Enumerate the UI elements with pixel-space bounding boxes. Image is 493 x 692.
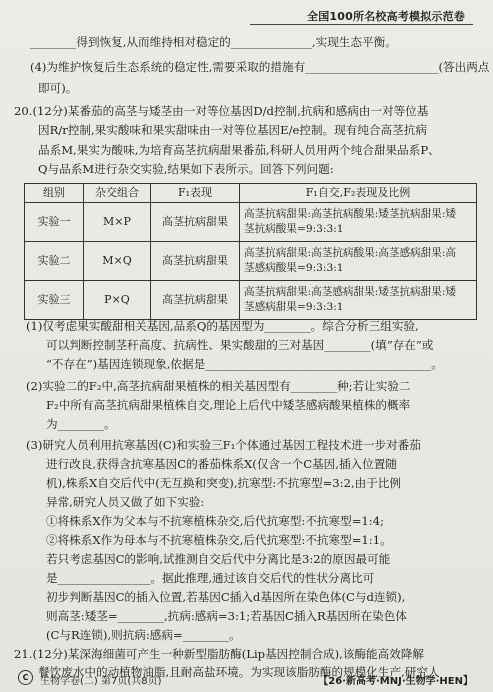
col-f2: F₁自交,F₂表现及比例 — [240, 184, 477, 203]
q20-part1-line: “不存在”)基因连锁现象,依据是_______________________________________。 — [46, 357, 443, 371]
header-rule — [250, 24, 473, 25]
cross-cell: M×P — [84, 203, 151, 242]
q20-stem-3: 品系M,果实为酸味,为培育高茎抗病甜果番茄,科研人员用两个纯合甜果品系P、 — [38, 143, 440, 157]
q20-part1-line: 可以判断控制茎秆高度、抗病性、果实酸甜的三对基因________(填“存在”或 — [46, 338, 434, 352]
q20-stem-2: 因R/r控制,果实酸味和果实甜味由一对等位基因E/e控制。现有纯合高茎抗病 — [38, 123, 427, 137]
q4-line-2: 即可)。 — [38, 81, 78, 95]
q20-part3-line: 机),株系X自交后代中(无互换和突变),抗寒型:不抗寒型=3:2,由于比例 — [46, 476, 402, 490]
q20-part3-line: (C与R连锁),则抗病:感病=________。 — [46, 628, 241, 642]
group-cell: 实验一 — [25, 203, 84, 242]
f2-cell — [240, 281, 477, 320]
q20-part2-line: (2)实验二的F₂中,高茎抗病甜果植株的相关基因型有________种;若让实验二 — [26, 379, 411, 393]
f2-line-a: 高茎抗病甜果:高茎抗病酸果:矮茎抗病甜果:矮 — [244, 208, 456, 220]
q20-part3-line: 则高茎:矮茎=________,抗病:感病=3:1;若基因C插入R基因所在染色体 — [46, 609, 407, 623]
q20-part3-line: 初步判断基因C的插入位置,若基因C插入d基因所在染色体(C与d连锁), — [46, 590, 406, 604]
col-cross: 杂交组合 — [84, 184, 151, 203]
q20-part3-line: 是________________。据此推理,通过该自交后代的性状分离比可 — [46, 571, 375, 585]
cross-cell: M×Q — [84, 242, 151, 281]
f2-line-b: 茎感病酸果=9:3:3:1 — [244, 262, 344, 274]
q20-part2-line: F₂中所有高茎抗病甜果植株自交,理论上后代中矮茎感病酸果植株的概率 — [46, 398, 411, 412]
table-header-row — [25, 184, 477, 203]
f2-line-b: 茎感病甜果=9:3:3:1 — [244, 301, 344, 313]
col-group: 组别 — [25, 184, 84, 203]
f2-line-b: 茎抗病酸果=9:3:3:1 — [244, 223, 344, 235]
group-cell: 实验二 — [25, 242, 84, 281]
q20-part2-line: 为________。 — [46, 417, 116, 431]
f1-cell: 高茎抗病甜果 — [151, 203, 240, 242]
group-cell: 实验三 — [25, 281, 84, 320]
table-row — [25, 242, 477, 281]
footer-exam-code: 【26·新高考·MNJ·生物学·HEN】 — [318, 676, 473, 687]
cross-results-table — [24, 183, 477, 320]
prev-answer-line: ________得到恢复,从而维持相对稳定的______________,实现生态平衡。 — [30, 35, 397, 49]
q20-part3-line: 若只考虑基因C的影响,试推测自交后代中分离比是3:2的原因最可能 — [46, 552, 391, 566]
f2-line-a: 高茎抗病甜果:高茎抗病酸果:高茎感病甜果:高 — [244, 247, 456, 259]
table-row — [25, 203, 477, 242]
q4-line-1: (4)为维护恢复后生态系统的稳定性,需要采取的措施有_______________________(答出两点 — [30, 60, 490, 74]
q20-stem-4: Q与品系M进行杂交实验,结果如下表所示。回答下列问题: — [38, 162, 334, 176]
col-f1: F₁表现 — [151, 184, 240, 203]
cross-cell: P×Q — [84, 281, 151, 320]
f2-line-a: 高茎抗病甜果:高茎感病甜果:矮茎抗病甜果:矮 — [244, 286, 456, 298]
page-footer — [18, 670, 473, 688]
f2-cell — [240, 242, 477, 281]
f1-cell: 高茎抗病甜果 — [151, 281, 240, 320]
q20-stem-1: 20.(12分)某番茄的高茎与矮茎由一对等位基因D/d控制,抗病和感病由一对等位基 — [14, 104, 429, 118]
publisher-logo-icon: C — [18, 670, 33, 685]
q20-part3-line: (3)研究人员利用抗寒基因(C)和实验三F₁个体通过基因工程技术进一步对番茄 — [26, 438, 421, 452]
q20-part3-line: 异常,研究人员又做了如下实验: — [46, 495, 205, 509]
q20-part3-line: ②将株系X作为母本与不抗寒植株杂交,后代抗寒型:不抗寒型=1:1。 — [46, 533, 392, 547]
q21-stem-2: 餐饮废水中的动植物油脂,且耐高盐环境。为实现该脂肪酶的规模化生产,研究人 — [38, 665, 440, 679]
q21-stem-1: 21.(12分)某深海细菌可产生一种新型脂肪酶(Lip基因控制合成),该酶能高效降解 — [14, 647, 425, 661]
f2-cell — [240, 203, 477, 242]
footer-page-info: 生物学卷(二) 第7页(共8页) — [40, 676, 162, 687]
table-row — [25, 281, 477, 320]
q20-part3-line: ①将株系X作为父本与不抗寒植株杂交,后代抗寒型:不抗寒型=1:4; — [46, 514, 384, 528]
f1-cell: 高茎抗病甜果 — [151, 242, 240, 281]
q20-part3-line: 进行改良,获得含抗寒基因C的番茄株系X(仅含一个C基因,插入位置随 — [46, 457, 397, 471]
exam-series-title: 全国100所名校高考模拟示范卷 — [307, 10, 465, 23]
q20-part1-line: (1)仅考虑果实酸甜相关基因,品系Q的基因型为________。综合分析三组实验, — [26, 319, 419, 333]
